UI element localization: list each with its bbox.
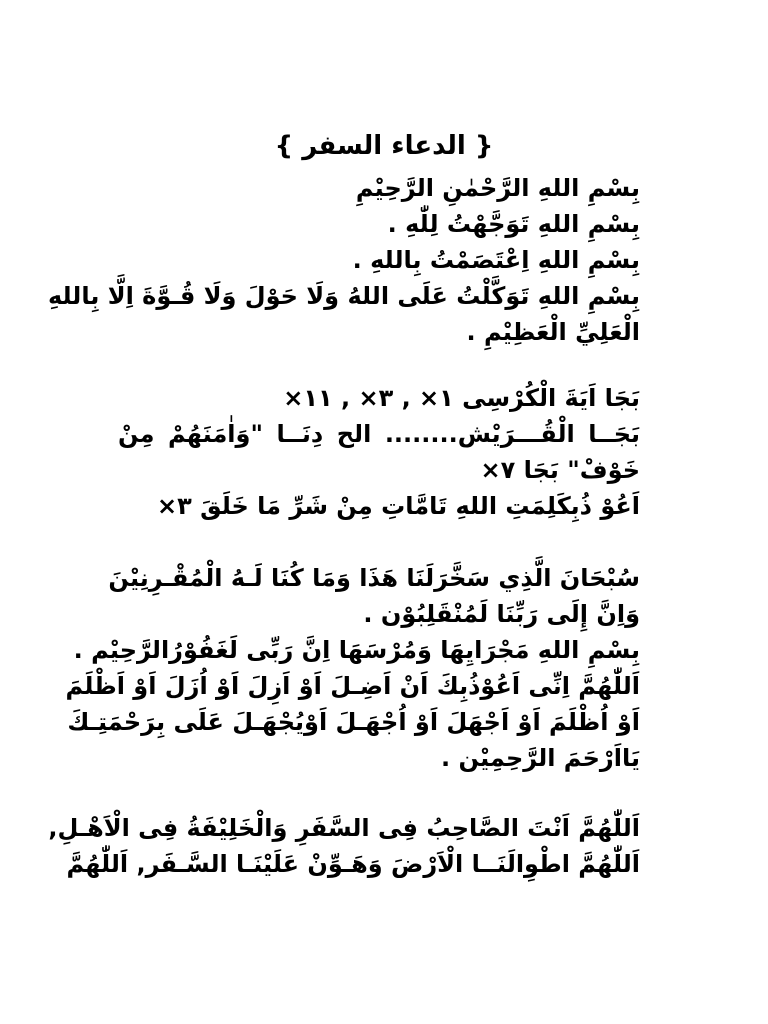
text-line: اَللّٰهُمَّ اطْوِالَنَــا الْاَرْضَ وَهَـوِّنْ عَلَيْنَـا السَّـفَر, اَللّٰهُمَّ bbox=[66, 850, 640, 878]
text-line: خَوْفْ" بَجَا ٧× bbox=[480, 456, 640, 484]
text-line: الْعَلِيِّ الْعَظِيْمِ . bbox=[466, 318, 640, 346]
text-line: اَللّٰهُمَّ اَنْتَ الصَّاحِبُ فِى السَّفَرِ وَالْخَلِيْفَةُ فِى الْاَهْـلِ, bbox=[48, 814, 640, 842]
page-title: { الدعاء السفر } bbox=[274, 131, 494, 161]
prayer-section-4 bbox=[48, 810, 640, 882]
text-line: يَااَرْحَمَ الرَّحِمِيْن . bbox=[441, 744, 640, 772]
text-line: اَوْ اُظْلَمَ اَوْ اَجْهَلَ اَوْ اُجْهَـلَ اَوْيُجْهَـلَ عَلَى بِرَحْمَتِـكَ bbox=[67, 708, 640, 736]
prayer-section-1 bbox=[47, 170, 640, 350]
text-line: اَللّٰهُمَّ اِنِّى اَعُوْذُبِكَ اَنْ اَضِـلَ اَوْ اَزِلَ اَوْ اُزَلَ اَوْ اَظْلَمَ bbox=[65, 672, 640, 700]
text-line: بِسْمِ اللهِ اِعْتَصَمْتُ بِاللهِ . bbox=[352, 246, 640, 274]
text-line: بِسْمِ اللهِ الرَّحْمٰنِ الرَّحِيْمِ bbox=[355, 174, 640, 202]
prayer-section-2 bbox=[118, 380, 640, 524]
text-line: سُبْحَانَ الَّذِي سَخَّرَلَنَا هَذَا وَمَا كُنَا لَـهُ الْمُقْـرِنِيْنَ bbox=[108, 564, 640, 592]
text-line: وَاِنَّ إِلَى رَبِّنَا لَمُنْقَلِبُوْن . bbox=[363, 600, 640, 628]
text-line: بَجَا اَيَةَ الْكُرْسِى ١× , ٣× , ١١× bbox=[283, 384, 640, 412]
prayer-section-3 bbox=[65, 560, 640, 776]
text-line: بِسْمِ اللهِ تَوَجَّهْتُ لِلّٰهِ . bbox=[387, 210, 640, 238]
text-line: اَعُوْ ذُبِكَلِمَتِ اللهِ تَامَّاتِ مِنْ شَرِّ مَا خَلَقَ ٣× bbox=[156, 492, 640, 520]
text-line: بِسْمِ اللهِ مَجْرَايِهَا وَمُرْسَهَا اِنَّ رَبِّى لَغَفُوْرُالرَّحِيْم . bbox=[73, 636, 640, 664]
text-line: بَجَــا الْقُـــرَيْش........ الح دِنَــا "وَاٰمَنَهُمْ مِنْ bbox=[118, 420, 640, 448]
text-line: بِسْمِ اللهِ تَوَكَّلْتُ عَلَى اللهُ وَلَا حَوْلَ وَلَا قُـوَّةَ اِلَّا بِاللهِ bbox=[47, 282, 640, 310]
